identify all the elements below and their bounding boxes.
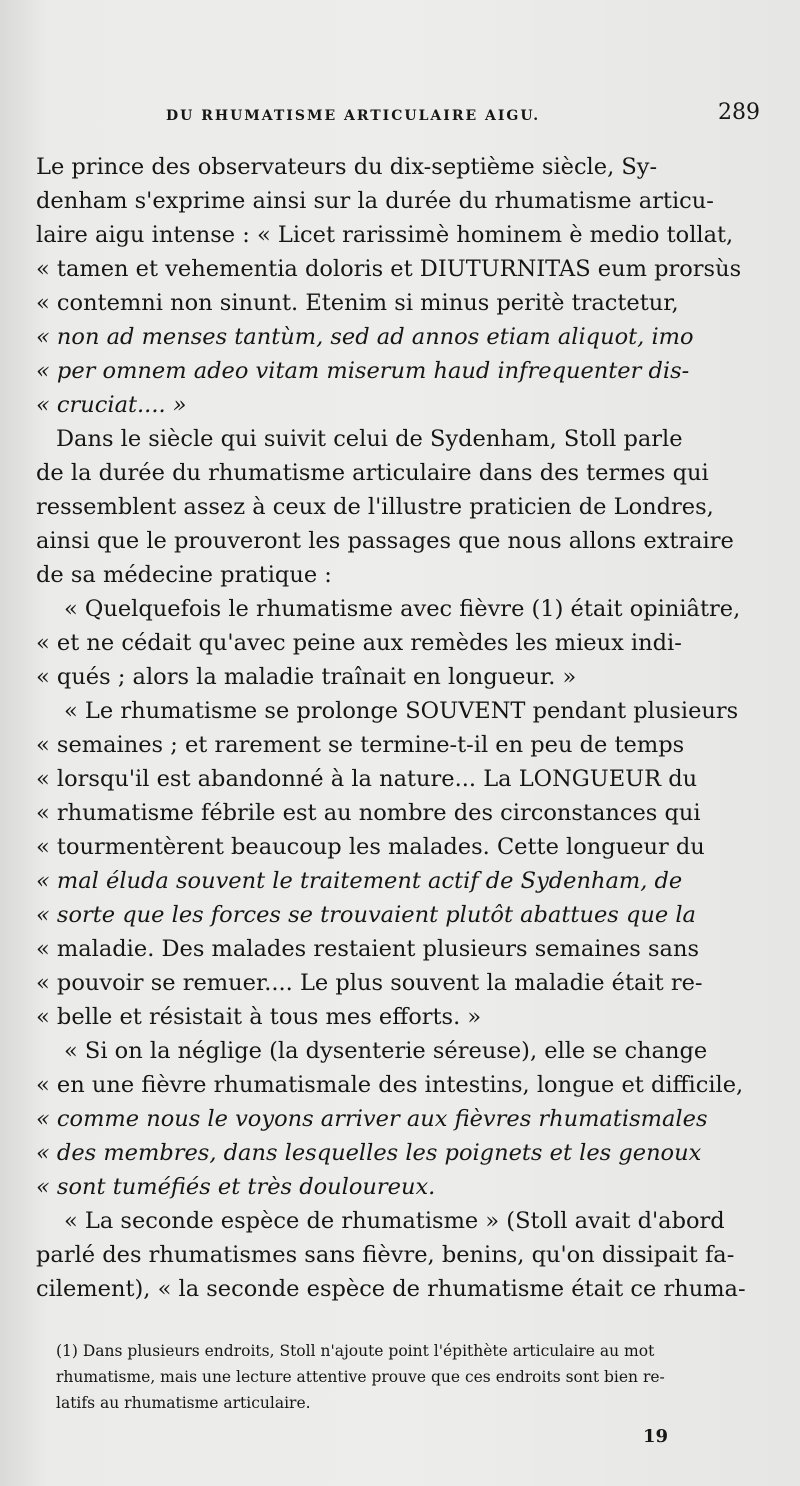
text-line: « semaines ; et rarement se termine-t-il en peu de temps [36,732,685,758]
page-number: 289 [718,100,760,125]
text-line: « qués ; alors la maladie traînait en longueur. » [36,664,577,690]
signature-mark: 19 [642,1426,668,1447]
footnote-line: latifs au rhumatisme articulaire. [56,1394,311,1412]
text-line: « des membres, dans lesquelles les poignets et les genoux [36,1140,702,1166]
text-line: denham s'exprime ainsi sur la durée du rhumatisme articu- [36,188,714,214]
text-line: « tamen et vehementia doloris et DIUTURNITAS eum prorsùs [36,256,742,282]
text-line: laire aigu intense : « Licet rarissimè hominem è medio tollat, [36,222,734,248]
text-line: « La seconde espèce de rhumatisme » (Stoll avait d'abord [64,1208,725,1234]
text-line: de la durée du rhumatisme articulaire dans des termes qui [36,460,709,486]
text-line: « sont tuméfiés et très douloureux. [36,1174,436,1200]
text-line: Dans le siècle qui suivit celui de Sydenham, Stoll parle [56,426,683,452]
text-line: « contemni non sinunt. Etenim si minus peritè tractetur, [36,290,679,316]
text-line: « rhumatisme fébrile est au nombre des circonstances qui [36,800,701,826]
text-line: « pouvoir se remuer.... Le plus souvent la maladie était re- [36,970,703,996]
text-line: de sa médecine pratique : [36,562,332,588]
text-line: « Le rhumatisme se prolonge SOUVENT pendant plusieurs [64,698,739,724]
text-line: « et ne cédait qu'avec peine aux remèdes les mieux indi- [36,630,682,656]
footnote-line: rhumatisme, mais une lecture attentive prouve que ces endroits sont bien re- [56,1368,665,1386]
text-line: « belle et résistait à tous mes efforts. » [36,1004,482,1030]
text-line: « non ad menses tantùm, sed ad annos etiam aliquot, imo [36,324,694,350]
main-text [36,150,758,1306]
running-head: DU RHUMATISME ARTICULAIRE AIGU. [166,108,541,124]
text-line: « maladie. Des malades restaient plusieurs semaines sans [36,936,700,962]
text-line: ainsi que le prouveront les passages que nous allons extraire [36,528,734,554]
text-line: Le prince des observateurs du dix-septième siècle, Sy- [36,154,658,180]
text-line: « per omnem adeo vitam miserum haud infrequenter dis- [36,358,690,384]
text-line: parlé des rhumatismes sans fièvre, benins, qu'on dissipait fa- [36,1242,735,1268]
text-line: « Quelquefois le rhumatisme avec fièvre (1) était opiniâtre, [64,596,741,622]
page-header [160,100,760,130]
text-line: cilement), « la seconde espèce de rhumatisme était ce rhuma- [36,1276,746,1302]
text-line: « Si on la néglige (la dysenterie séreuse), elle se change [64,1038,708,1064]
text-line: « lorsqu'il est abandonné à la nature... La LONGUEUR du [36,766,698,792]
text-line: « mal éluda souvent le traitement actif de Sydenham, de [36,868,683,894]
footnotes [56,1338,762,1416]
text-line: « en une fièvre rhumatismale des intestins, longue et difficile, [36,1072,744,1098]
text-line: « sorte que les forces se trouvaient plutôt abattues que la [36,902,696,928]
footnote-line: (1) Dans plusieurs endroits, Stoll n'ajoute point l'épithète articulaire au mot [56,1342,655,1360]
text-line: ressemblent assez à ceux de l'illustre praticien de Londres, [36,494,714,520]
text-line: « tourmentèrent beaucoup les malades. Cette longueur du [36,834,705,860]
text-line: « cruciat.... » [36,392,187,418]
text-line: « comme nous le voyons arriver aux fièvres rhumatismales [36,1106,708,1132]
